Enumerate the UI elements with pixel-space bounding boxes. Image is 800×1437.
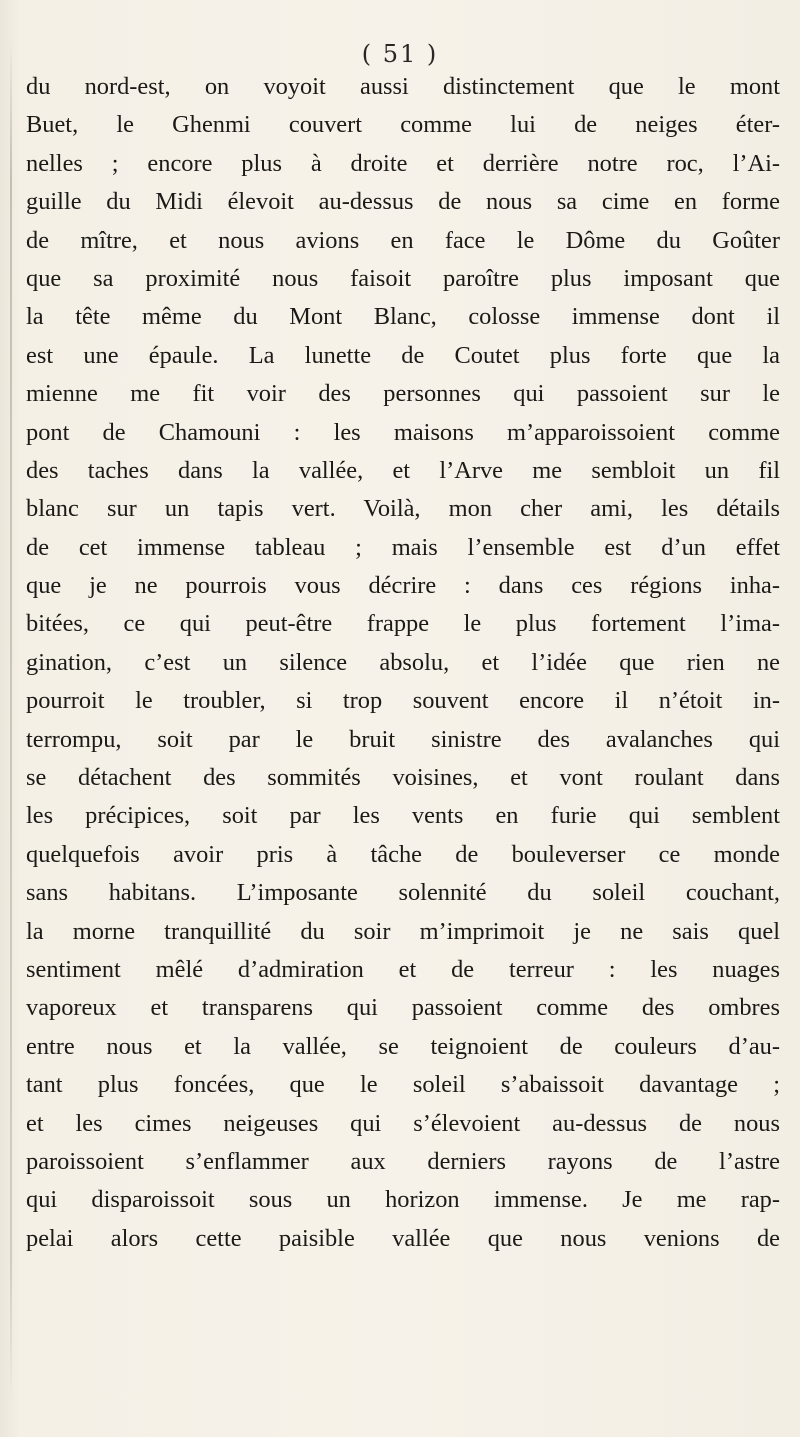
text-line: guille du Midi élevoit au-dessus de nous sa cime en forme bbox=[26, 188, 780, 216]
text-line: entre nous et la vallée, se teignoient de couleurs d’au- bbox=[26, 1032, 780, 1060]
text-line: la tête même du Mont Blanc, colosse immense dont il bbox=[26, 303, 780, 331]
body-text bbox=[26, 68, 780, 1258]
text-line: la morne tranquillité du soir m’imprimoit je ne sais quel bbox=[26, 917, 780, 945]
text-line: de cet immense tableau ; mais l’ensemble est d’un effet bbox=[26, 533, 780, 561]
text-line: les précipices, soit par les vents en furie qui semblent bbox=[26, 802, 780, 830]
text-line: sans habitans. L’imposante solennité du soleil couchant, bbox=[26, 879, 780, 907]
page-number: ( 51 ) bbox=[361, 40, 439, 68]
text-line: se détachent des sommités voisines, et vont roulant dans bbox=[26, 764, 780, 792]
page-gutter-shadow bbox=[10, 40, 12, 1400]
text-line: du nord-est, on voyoit aussi distinctement que le mont bbox=[26, 73, 780, 100]
text-line: bitées, ce qui peut-être frappe le plus fortement l’ima- bbox=[26, 610, 780, 638]
text-line: tant plus foncées, que le soleil s’abaissoit davantage ; bbox=[26, 1071, 780, 1099]
text-line: des taches dans la vallée, et l’Arve me sembloit un fil bbox=[26, 456, 780, 484]
text-line: blanc sur un tapis vert. Voilà, mon cher ami, les détails bbox=[26, 495, 780, 523]
text-line: quelquefois avoir pris à tâche de bouleverser ce monde bbox=[26, 840, 780, 868]
text-line: terrompu, soit par le bruit sinistre des avalanches qui bbox=[26, 725, 780, 753]
text-line: mienne me fit voir des personnes qui passoient sur le bbox=[26, 380, 780, 408]
text-line: nelles ; encore plus à droite et derrière notre roc, l’Ai- bbox=[26, 149, 780, 177]
text-line: qui disparoissoit sous un horizon immense. Je me rap- bbox=[26, 1186, 780, 1214]
text-line: pont de Chamouni : les maisons m’apparoissoient comme bbox=[26, 418, 780, 446]
text-line: pourroit le troubler, si trop souvent encore il n’étoit in- bbox=[26, 687, 780, 715]
text-line: sentiment mêlé d’admiration et de terreur : les nuages bbox=[26, 955, 780, 983]
text-line: vaporeux et transparens qui passoient comme des ombres bbox=[26, 994, 780, 1022]
text-line: Buet, le Ghenmi couvert comme lui de neiges éter- bbox=[26, 111, 780, 139]
text-line: que je ne pourrois vous décrire : dans ces régions inha- bbox=[26, 572, 780, 600]
text-line: est une épaule. La lunette de Coutet plus forte que la bbox=[26, 341, 780, 369]
text-line: pelai alors cette paisible vallée que nous venions de bbox=[26, 1224, 780, 1252]
text-line: paroissoient s’enflammer aux derniers rayons de l’astre bbox=[26, 1147, 780, 1175]
text-line: de mître, et nous avions en face le Dôme du Goûter bbox=[26, 226, 780, 254]
text-line: et les cimes neigeuses qui s’élevoient au-dessus de nous bbox=[26, 1109, 780, 1137]
text-line: gination, c’est un silence absolu, et l’idée que rien ne bbox=[26, 648, 780, 676]
text-line: que sa proximité nous faisoit paroître plus imposant que bbox=[26, 264, 780, 292]
